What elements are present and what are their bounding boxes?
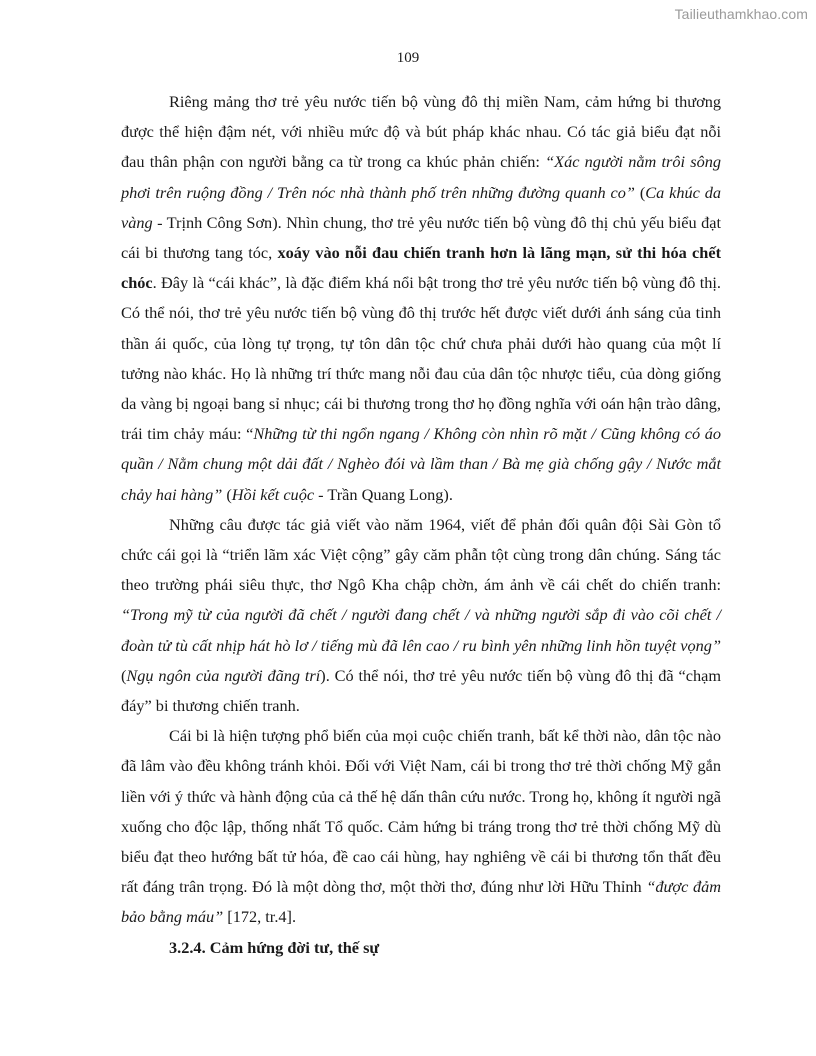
quote-italic: “Xác người nằm trôi sông phơi trên ruộng đồng / Trên nóc nhà thành phố trên những đường quanh co” [121, 152, 721, 202]
text-run: - Trần Quang Long). [314, 484, 453, 504]
poem-title: Hồi kết cuộc [231, 484, 315, 504]
document-body [121, 87, 721, 963]
bold-emphasis: xoáy vào nỗi đau chiến tranh hơn là lãng mạn, sử thi hóa chết chóc [121, 243, 721, 293]
quote-italic: “được đảm bảo bằng máu” [121, 877, 721, 927]
text-run: . Đây là “cái khác”, là đặc điểm khá nổi bật trong thơ trẻ yêu nước tiến bộ vùng đô thị. Có thể nói, thơ trẻ yêu nước tiến bộ vùng đô thị trước hết được viết dưới ánh sáng của tinh thần ái quốc, của lòng tự trọng, tự tôn dân tộc chứ chưa phải dưới hào quang của một lí tưởng nào khác. Họ là những trí thức mang nỗi đau của dân tộc nhược tiểu, của dòng giống da vàng bị ngoại bang sỉ nhục; cái bi thương trong thơ họ đồng nghĩa với oán hận trào dâng, trái tim chảy máu: “ [121, 273, 721, 444]
text-run: ( [222, 484, 232, 504]
text-run: Những câu được tác giả viết vào năm 1964, viết để phản đối quân đội Sài Gòn tổ chức cái gọi là “triển lãm xác Việt cộng” gây căm phẫn tột cùng trong dân chúng. Sáng tác theo trường phái siêu thực, thơ Ngô Kha chập chờn, ám ảnh về cái chết do chiến tranh: [121, 514, 721, 595]
song-title: Ca khúc da vàng [121, 182, 722, 232]
text-run: ( [634, 182, 646, 202]
watermark: Tailieuthamkhao.com [674, 6, 808, 22]
poem-title: Ngụ ngôn của người đãng trí [126, 665, 321, 685]
text-run: - Trịnh Công Sơn). Nhìn chung, thơ trẻ yêu nước tiến bộ vùng đô thị chủ yếu biểu đạt cái bi thương tang tóc, [121, 212, 721, 263]
quote-italic: “Trong mỹ từ của người đã chết / người đang chết / và những người sắp đi vào cõi chết / đoàn tử tù cất nhịp hát hò lơ / tiếng mù đã lên cao / ru bình yên những linh hồn tuyệt vọng” [121, 605, 721, 655]
paragraph-1 [121, 87, 721, 510]
page-number: 109 [396, 50, 420, 66]
text-run: ). Có thể nói, thơ trẻ yêu nước tiến bộ vùng đô thị đã “chạm đáy” bi thương chiến tranh. [121, 665, 721, 716]
text-run: Riêng mảng thơ trẻ yêu nước tiến bộ vùng đô thị miền Nam, cảm hứng bi thương được thể hiện đậm nét, với nhiều mức độ và bút pháp khác nhau. Có tác giả biểu đạt nỗi đau thân phận con người bằng ca từ trong ca khúc phản chiến: [121, 92, 721, 172]
paragraph-2 [121, 510, 721, 721]
paragraph-3 [121, 721, 721, 932]
section-heading: 3.2.4. Cảm hứng đời tư, thế sự [169, 937, 380, 957]
text-run: ( [121, 665, 127, 685]
text-run: Cái bi là hiện tượng phổ biến của mọi cuộc chiến tranh, bất kể thời nào, dân tộc nào đã lâm vào đều không tránh khỏi. Đối với Việt Nam, cái bi trong thơ trẻ thời chống Mỹ gắn liền với ý thức và hành động của cả thế hệ dấn thân cứu nước. Trong họ, không ít người ngã xuống cho độc lập, thống nhất Tổ quốc. Cảm hứng bi tráng trong thơ trẻ thời chống Mỹ dù biểu đạt theo hướng bất tử hóa, đề cao cái hùng, hay nghiêng về cái bi thương tổn thất đều rất đáng trân trọng. Đó là một dòng thơ, một thời thơ, đúng như lời Hữu Thỉnh [121, 726, 721, 897]
text-run: [172, tr.4]. [223, 907, 297, 927]
quote-italic: Những từ thi ngổn ngang / Không còn nhìn rõ mặt / Cũng không có áo quần / Nằm chung một dải đất / Nghèo đói và lầm than / Bà mẹ già chống gậy / Nước mắt chảy hai hàng” [121, 424, 721, 504]
